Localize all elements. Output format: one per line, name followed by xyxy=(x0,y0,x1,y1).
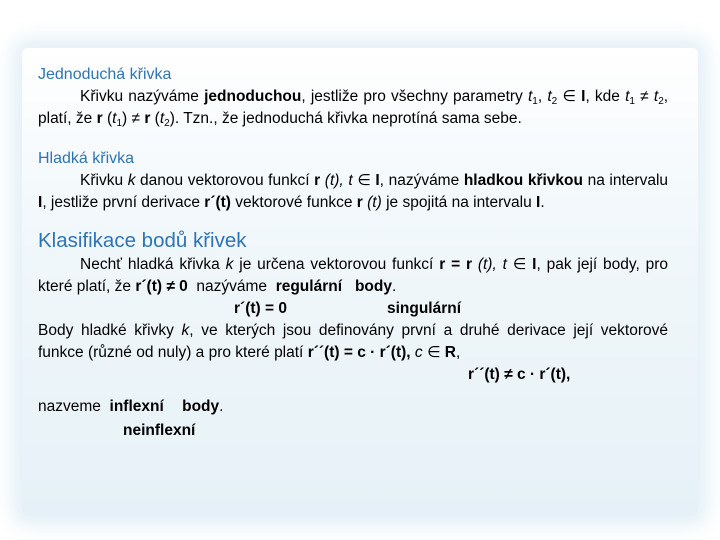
line-non-inflex: neinflexní xyxy=(123,422,196,439)
paragraph-simple-curve: Křivku nazýváme jednoduchou, jestliže pro všechny parametry $t_1$, $t_2$ ∈ I, kde $t_1 \ne t_2$, platí, že r $(t_1) \ne r$ $(t_2)$. Tzn., že jednoduchá křivka neprotíná sama sebe. xyxy=(38,88,669,129)
heading-point-classification: Klasifikace bodů křivek xyxy=(38,229,247,252)
paragraph-classification: Nechť hladká křivka k je určena vektorovou funkcí r = r (t), t ∈ I, pak její body, pro které platí, že r´(t) ≠ 0 nazýváme regulární body. xyxy=(38,256,669,295)
line-non-inflex-condition: r´´(t) ≠ c · r´(t), xyxy=(468,366,571,383)
document-content xyxy=(38,64,668,442)
line-inflex: nazveme inflexní body. xyxy=(38,398,224,415)
heading-simple-curve: Jednoduchá křivka xyxy=(38,66,172,83)
paragraph-inflection: Body hladké křivky k, ve kterých jsou definovány první a druhé derivace její vektorové funkce (různé od nuly) a pro které platí r´´(t) = c · r´(t), c ∈ R, xyxy=(38,322,668,361)
paragraph-smooth-curve: Křivku k danou vektorovou funkcí r (t), t ∈ I, nazýváme hladkou křivkou na intervalu I, jestliže první derivace r´(t) vektorové funkce r (t) je spojitá na intervalu I. xyxy=(38,172,669,211)
line-singular: r´(t) = 0 singulární xyxy=(234,300,462,317)
heading-smooth-curve: Hladká křivka xyxy=(38,150,135,167)
